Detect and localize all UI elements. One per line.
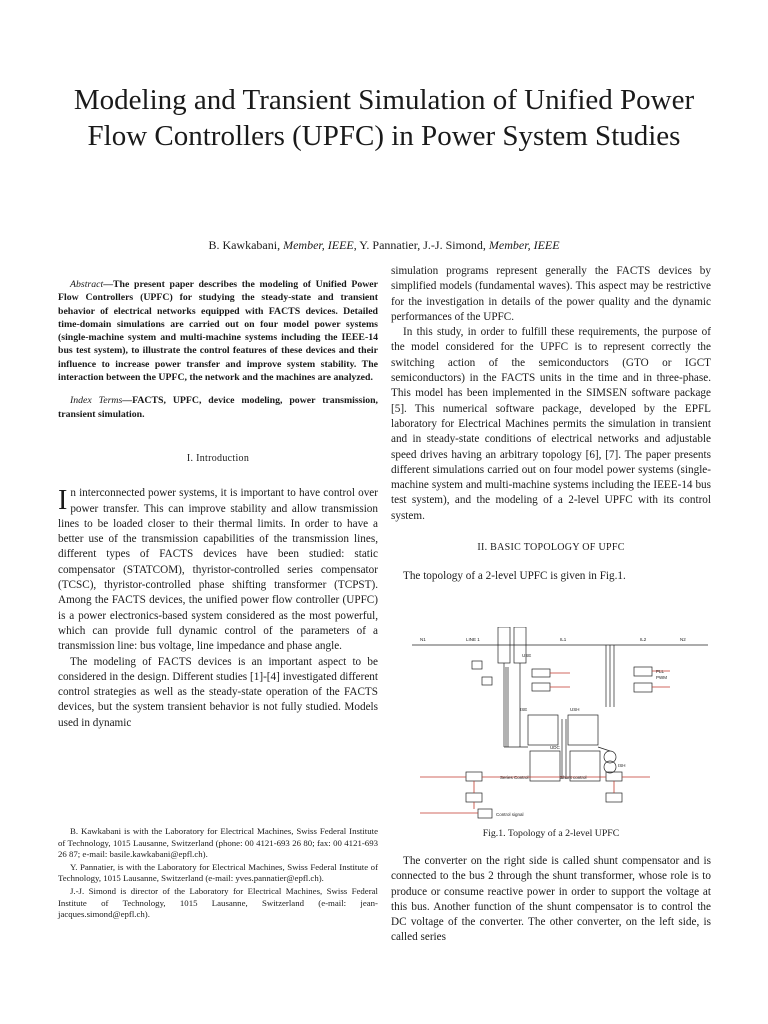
drop-cap: I (58, 485, 68, 517)
fig-label-ush: USH (570, 707, 580, 712)
intro-paragraph-1: In interconnected power systems, it is important to have control over power transfer. This can improve stability and allow transmission lines to be loaded closer to their thermal limits. In order to have a better use of the transmission capabilities of the transmission lines, different types of FACTS devices have been studied: static compensator (STATCOM), thyristor-controlled series compensator (TCSC), thyristor-controlled phase shifting transformer (TCPST). Among the FACTS devices, the unified power flow controller (UPFC) is a power electronics-based system considered as the most powerful, which can provide full dynamic control of the parameters of a transmission line: bus voltage, line impedance and phase angle. (58, 485, 378, 653)
index-terms-label: Index Terms (70, 395, 123, 407)
section-heading-introduction: I. Introduction (186, 452, 250, 464)
author-1: B. Kawkabani, (208, 238, 284, 252)
right-paragraph-2: In this study, in order to fulfill these requirements, the purpose of the model considered for the UPFC is to represent correctly the switching action of the semiconductors (GTO or IGCT semiconductors) in the FACTS units in the time and in three-phase. This model has been implemented in the SIMSEN software package [5]. This numerical software package, developed by the EPFL laboratory for Electrical Machines permits the simulation in transient and in steady-state conditions of electrical networks and adjustable speed drives having an arbitrary topology [6], [7]. The paper presents different simulations carried out on four model power systems (single-machine system and multi-machine systems including the IEEE-14 bus test system), and the modeling of a 2-level UPFC with its control system. (391, 326, 711, 522)
author-line (60, 238, 708, 253)
right-paragraph-4: The converter on the right side is called shunt compensator and is connected to the bus 2 through the shunt transformer, whose role is to produce or consume reactive power in order to support the voltage at this bus. Another function of the shunt compensator is to control the DC voltage of the converter. The other converter, on the left side, is called series (391, 855, 711, 944)
fig-label-control-signal: Control signal (496, 812, 524, 817)
right-paragraph-3: The topology of a 2-level UPFC is given in Fig.1. (403, 570, 626, 583)
author-1-role: Member, IEEE (283, 238, 354, 252)
fig-label-line1: LINE 1 (466, 637, 480, 642)
fig-label-ish: ISH (618, 763, 626, 768)
paper-title: Modeling and Transient Simulation of Unified Power Flow Controllers (UPFC) in Power System Studies (73, 84, 695, 152)
fig-label-udc: UDC (550, 745, 560, 750)
figure-caption: Fig.1. Topology of a 2-level UPFC (482, 828, 620, 839)
fig-label-ise: ISE (520, 707, 528, 712)
fig-label-bus2: N2 (680, 637, 686, 642)
footnote-1: B. Kawkabani is with the Laboratory for Electrical Machines, Swiss Federal Institute of Technology, 1015 Lausanne, Switzerland (phone: 00 4121-693 26 80; fax: 00 4121-693 26 87; e-mail: basile.kawkabani@epfl.ch). (58, 826, 378, 860)
abstract-text: —The present paper describes the modeling of Unified Power Flow Controllers (UPFC) for studying the steady-state and transient behavior of electrical networks equipped with FACTS devices. Detailed time-domain simulations are carried out on four model power systems (single-machine system and multi-machine systems including the IEEE-14 bus test system), to illustrate the control features of these devices and their influence to increase power transfer and improve system stability. The interaction between the UPFC, the network and the machines are analyzed. (58, 279, 378, 384)
right-column (391, 264, 711, 585)
fig-label-bus1: N1 (420, 637, 426, 642)
fig-label-pll: PLL (656, 669, 665, 674)
footnote-2: Y. Pannatier, is with the Laboratory for Electrical Machines, Swiss Federal Institute of Technology, 1015 Lausanne, Switzerland (e-mail: yves.pannatier@epfl.ch). (58, 861, 378, 884)
fig-label-shunt-control: Shunt control (560, 775, 587, 780)
abstract (58, 278, 378, 384)
fig-label-il1: IL1 (560, 637, 567, 642)
author-3-role: Member, IEEE (488, 238, 560, 252)
footnotes (58, 826, 378, 922)
left-column (58, 278, 378, 731)
fig-label-pwm: PWM (656, 675, 667, 680)
fig-label-il2: IL2 (640, 637, 647, 642)
index-terms-text: —FACTS, UPFC, device modeling, power transmission, transient simulation. (58, 395, 378, 420)
author-2-3: , Y. Pannatier, J.-J. Simond, (353, 238, 489, 252)
fig-label-series-control: Series Control (500, 775, 529, 780)
intro-paragraph-2: The modeling of FACTS devices is an important aspect to be considered in the design. Different studies [1]-[4] investigated different control strategies as well as the steady-state operation of the FACTS devices, but the system transient behavior is not fully studied. Models used in dynamic (58, 655, 378, 729)
fig-label-use: USE (522, 653, 532, 658)
footnote-3: J.-J. Simond is director of the Laboratory for Electrical Machines, Swiss Federal Institute of Technology, 1015 Lausanne, Switzerland (e-mail: jean-jacques.simond@epfl.ch). (58, 885, 378, 920)
abstract-label: Abstract (70, 279, 104, 290)
upfc-topology-figure (410, 627, 710, 822)
right-paragraph-1: simulation programs represent generally the FACTS devices by simplified models (fundamental waves). This aspect may be restrictive for the investigation in details of the power quality and the dynamic performances of the UPFC. (391, 265, 711, 323)
index-terms (58, 394, 378, 421)
section-heading-topology: II. BASIC TOPOLOGY OF UPFC (477, 542, 625, 554)
